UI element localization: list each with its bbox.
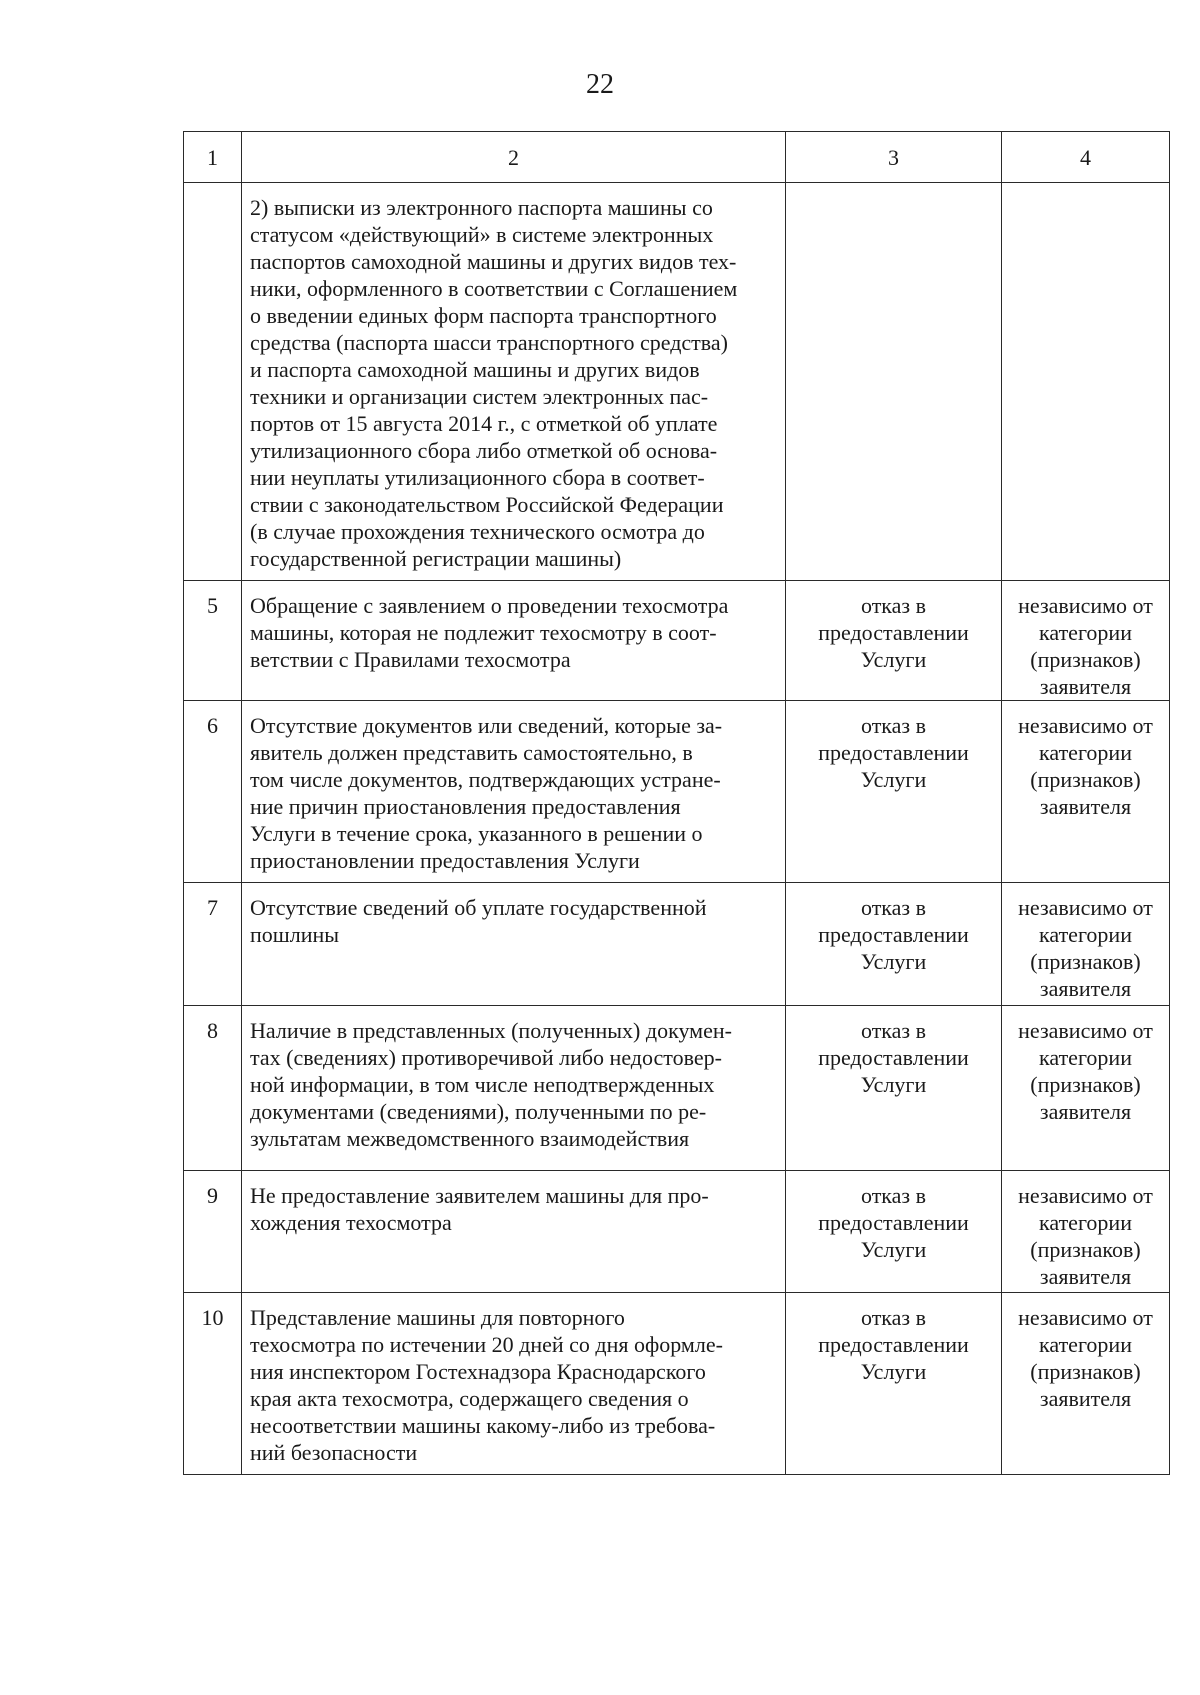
row-applicant-category bbox=[1002, 183, 1170, 581]
cell-text-line: техники и организации систем электронных пас- bbox=[250, 384, 709, 409]
row-decision bbox=[786, 183, 1002, 581]
row-description bbox=[242, 1171, 786, 1293]
cell-text-line: заявителя bbox=[1039, 976, 1132, 1001]
cell-text-line: (признаков) bbox=[1030, 767, 1141, 792]
cell-text-line: ствии с законодательством Российской Федерации bbox=[250, 492, 724, 517]
cell-text-line: (признаков) bbox=[1030, 1072, 1141, 1097]
cell-text-line: отказ в bbox=[860, 1305, 927, 1330]
cell-text-line: края акта техосмотра, содержащего сведения о bbox=[250, 1386, 689, 1411]
cell-text-line: Наличие в представленных (полученных) докумен- bbox=[250, 1018, 732, 1043]
cell-text-line: средства (паспорта шасси транспортного средства) bbox=[250, 330, 728, 355]
cell-text-line: нии неуплаты утилизационного сбора в соответ- bbox=[250, 465, 705, 490]
cell-text-line: и паспорта самоходной машины и других видов bbox=[250, 357, 700, 382]
cell-text-line: 2) выписки из электронного паспорта машины со bbox=[250, 195, 713, 220]
cell-text-line: отказ в bbox=[860, 895, 927, 920]
cell-text-line: документами (сведениями), полученными по ре- bbox=[250, 1099, 707, 1124]
cell-text-line: заявителя bbox=[1039, 794, 1132, 819]
cell-text-line: предоставлении bbox=[818, 1210, 969, 1235]
cell-text-line: (признаков) bbox=[1030, 1237, 1141, 1262]
row-applicant-category bbox=[1002, 701, 1170, 883]
column-header: 2 bbox=[242, 132, 786, 183]
cell-text-line: заявителя bbox=[1039, 674, 1132, 699]
row-number bbox=[184, 183, 242, 581]
cell-text-line: Отсутствие сведений об уплате государственной bbox=[250, 895, 707, 920]
row-decision bbox=[786, 883, 1002, 1006]
cell-text-line: машины, которая не подлежит техосмотру в соот- bbox=[250, 620, 717, 645]
cell-text-line: ния инспектором Гостехнадзора Краснодарского bbox=[250, 1359, 706, 1384]
row-decision bbox=[786, 581, 1002, 701]
cell-text-line: Услуги bbox=[860, 949, 927, 974]
cell-text-line: статусом «действующий» в системе электронных bbox=[250, 222, 714, 247]
cell-text-line: независимо от bbox=[1018, 713, 1153, 738]
column-header: 3 bbox=[786, 132, 1002, 183]
cell-text-line: Не предоставление заявителем машины для про- bbox=[250, 1183, 709, 1208]
cell-text-line: заявителя bbox=[1039, 1099, 1132, 1124]
cell-text-line: ний безопасности bbox=[250, 1440, 418, 1465]
row-number: 8 bbox=[184, 1006, 242, 1171]
cell-text-line: ние причин приостановления предоставления bbox=[250, 794, 681, 819]
table-row bbox=[184, 581, 1170, 701]
row-applicant-category bbox=[1002, 1006, 1170, 1171]
row-applicant-category bbox=[1002, 1293, 1170, 1475]
cell-text-line: ной информации, в том числе неподтвержденных bbox=[250, 1072, 715, 1097]
row-description bbox=[242, 183, 786, 581]
cell-text-line: хождения техосмотра bbox=[250, 1210, 452, 1235]
cell-text-line: заявителя bbox=[1039, 1264, 1132, 1289]
cell-text-line: Обращение с заявлением о проведении техосмотра bbox=[250, 593, 729, 618]
cell-text-line: несоответствии машины какому-либо из требова- bbox=[250, 1413, 716, 1438]
row-decision bbox=[786, 1171, 1002, 1293]
row-applicant-category bbox=[1002, 1171, 1170, 1293]
row-number: 6 bbox=[184, 701, 242, 883]
cell-text-line: Услуги bbox=[860, 1237, 927, 1262]
row-decision bbox=[786, 701, 1002, 883]
cell-text-line: зультатам межведомственного взаимодействия bbox=[250, 1126, 690, 1151]
cell-text-line: пошлины bbox=[250, 922, 340, 947]
cell-text-line: (в случае прохождения технического осмотра до bbox=[250, 519, 705, 544]
cell-text-line: Услуги bbox=[860, 1072, 927, 1097]
row-description bbox=[242, 581, 786, 701]
table-row bbox=[184, 701, 1170, 883]
cell-text-line: (признаков) bbox=[1030, 647, 1141, 672]
table-row bbox=[184, 1006, 1170, 1171]
cell-text-line: отказ в bbox=[860, 593, 927, 618]
cell-text-line: предоставлении bbox=[818, 740, 969, 765]
cell-text-line: независимо от bbox=[1018, 593, 1153, 618]
row-description bbox=[242, 883, 786, 1006]
cell-text-line: предоставлении bbox=[818, 1045, 969, 1070]
cell-text-line: отказ в bbox=[860, 1018, 927, 1043]
cell-text-line: независимо от bbox=[1018, 1305, 1153, 1330]
cell-text-line: Услуги bbox=[860, 767, 927, 792]
cell-text-line: категории bbox=[1039, 620, 1132, 645]
cell-text-line: Отсутствие документов или сведений, которые за- bbox=[250, 713, 723, 738]
cell-text-line: (признаков) bbox=[1030, 949, 1141, 974]
page-number: 22 bbox=[586, 69, 614, 100]
table-row bbox=[184, 183, 1170, 581]
cell-text-line: приостановлении предоставления Услуги bbox=[250, 848, 640, 873]
row-description bbox=[242, 701, 786, 883]
cell-text-line: ники, оформленного в соответствии с Соглашением bbox=[250, 276, 738, 301]
cell-text-line: ветствии с Правилами техосмотра bbox=[250, 647, 571, 672]
column-header: 4 bbox=[1002, 132, 1170, 183]
cell-text-line: о введении единых форм паспорта транспортного bbox=[250, 303, 717, 328]
cell-text-line: категории bbox=[1039, 1045, 1132, 1070]
cell-text-line: категории bbox=[1039, 1210, 1132, 1235]
cell-text-line: паспортов самоходной машины и других видов тех- bbox=[250, 249, 737, 274]
row-number: 5 bbox=[184, 581, 242, 701]
cell-text-line: предоставлении bbox=[818, 1332, 969, 1357]
cell-text-line: Услуги в течение срока, указанного в решении о bbox=[250, 821, 703, 846]
cell-text-line: портов от 15 августа 2014 г., с отметкой об уплате bbox=[250, 411, 718, 436]
cell-text-line: отказ в bbox=[860, 1183, 927, 1208]
cell-text-line: техосмотра по истечении 20 дней со дня оформле- bbox=[250, 1332, 723, 1357]
row-description bbox=[242, 1293, 786, 1475]
cell-text-line: независимо от bbox=[1018, 1183, 1153, 1208]
row-number: 10 bbox=[184, 1293, 242, 1475]
cell-text-line: независимо от bbox=[1018, 895, 1153, 920]
cell-text-line: (признаков) bbox=[1030, 1359, 1141, 1384]
row-number: 7 bbox=[184, 883, 242, 1006]
cell-text-line: заявителя bbox=[1039, 1386, 1132, 1411]
cell-text-line: утилизационного сбора либо отметкой об основа- bbox=[250, 438, 718, 463]
cell-text-line: отказ в bbox=[860, 713, 927, 738]
row-decision bbox=[786, 1006, 1002, 1171]
table-header-row bbox=[184, 132, 1170, 183]
cell-text-line: государственной регистрации машины) bbox=[250, 546, 622, 571]
cell-text-line: предоставлении bbox=[818, 922, 969, 947]
cell-text-line: категории bbox=[1039, 922, 1132, 947]
row-applicant-category bbox=[1002, 581, 1170, 701]
cell-text-line: том числе документов, подтверждающих устране- bbox=[250, 767, 721, 792]
cell-text-line: Представление машины для повторного bbox=[250, 1305, 625, 1330]
table-row bbox=[184, 883, 1170, 1006]
cell-text-line: категории bbox=[1039, 1332, 1132, 1357]
row-applicant-category bbox=[1002, 883, 1170, 1006]
row-number: 9 bbox=[184, 1171, 242, 1293]
table-row bbox=[184, 1293, 1170, 1475]
column-header: 1 bbox=[184, 132, 242, 183]
cell-text-line: явитель должен представить самостоятельно, в bbox=[250, 740, 693, 765]
requirements-table bbox=[183, 131, 1170, 1475]
cell-text-line: тах (сведениях) противоречивой либо недостовер- bbox=[250, 1045, 722, 1070]
table-row bbox=[184, 1171, 1170, 1293]
row-decision bbox=[786, 1293, 1002, 1475]
cell-text-line: категории bbox=[1039, 740, 1132, 765]
cell-text-line: Услуги bbox=[860, 1359, 927, 1384]
cell-text-line: Услуги bbox=[860, 647, 927, 672]
cell-text-line: независимо от bbox=[1018, 1018, 1153, 1043]
row-description bbox=[242, 1006, 786, 1171]
cell-text-line: предоставлении bbox=[818, 620, 969, 645]
